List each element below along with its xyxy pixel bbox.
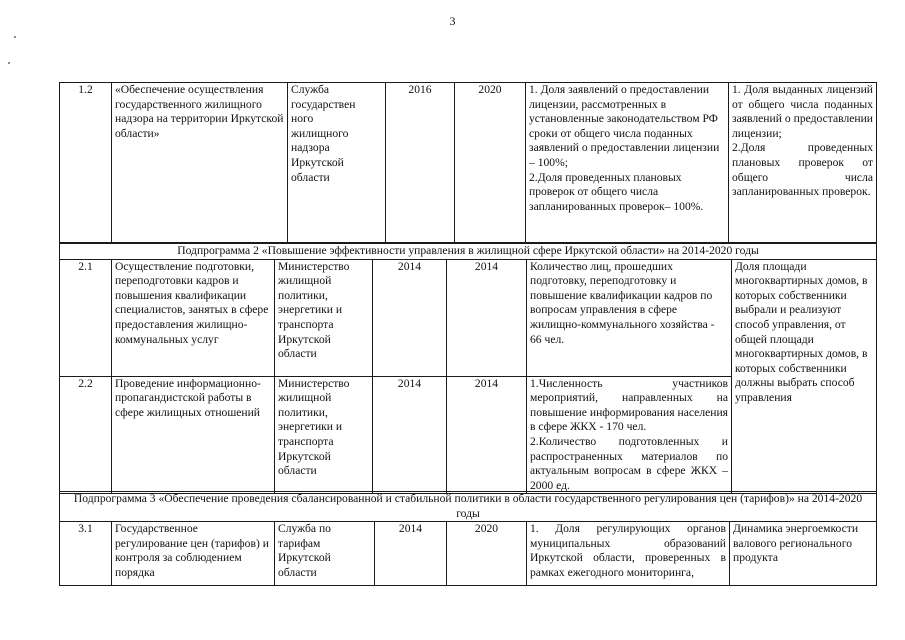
indicators: 1. Доля заявлений о предоставлении лицензии, рассмотренных в установленные законодательством РФ сроки от общего числа поданных заявлений о предоставлении лицензии – 100%; 2.Доля проведенных плановых проверок от общего числа запланированных проверок– 100%. <box>526 83 729 243</box>
row-number: 2.1 <box>60 259 112 376</box>
executor: Служба государствен ного жилищного надзора Иркутской области <box>288 83 386 243</box>
program-name: Осуществление подготовки, переподготовки кадров и повышения квалификации специалистов, занятых в сфере предоставления жилищно-коммунальных услуг <box>112 259 275 376</box>
table-row <box>60 522 877 586</box>
scan-artifact <box>14 36 16 38</box>
row-number: 2.2 <box>60 376 112 494</box>
goal-indicators: Динамика энергоемкости валового регионального продукта <box>730 522 877 586</box>
scan-artifact <box>8 62 10 64</box>
program-table-part2 <box>59 243 877 494</box>
start-year: 2014 <box>375 522 447 586</box>
end-year: 2014 <box>447 259 527 376</box>
indicators: 1. Доля регулирующих органов муниципальных образований Иркутской области, проверенных в рамках ежегодного мониторинга, <box>527 522 730 586</box>
end-year: 2020 <box>447 522 527 586</box>
table-row <box>60 83 877 243</box>
row-number: 1.2 <box>60 83 112 243</box>
start-year: 2016 <box>386 83 455 243</box>
subprogram-2-title: Подпрограмма 2 «Повышение эффективности управления в жилищной сфере Иркутской области» на 2014-2020 годы <box>60 244 877 260</box>
executor: Министерство жилищной политики, энергетики и транспорта Иркутской области <box>275 376 373 494</box>
executor: Служба по тарифам Иркутской области <box>275 522 375 586</box>
subprogram-3-title: Подпрограмма 3 «Обеспечение проведения сбалансированной и стабильной политики в области государственного регулирования цен (тарифов)» на 2014-2020 годы <box>60 492 877 522</box>
program-name: Проведение информационно-пропагандистской работы в сфере жилищных отношений <box>112 376 275 494</box>
goal-indicators: Доля площади многоквартирных домов, в которых собственники выбрали и реализуют способ управления, от общей площади многоквартирных домов, в которых собственники должны выбрать способ управления <box>732 259 877 494</box>
indicators: 1.Численность участников мероприятий, направленных на повышение информирования населения в сфере ЖКХ - 170 чел. 2.Количество подготовленных и распространенных материалов по актуальным вопросам в сфере ЖКХ – 2000 ед. <box>527 376 732 494</box>
subprogram-header-row <box>60 244 877 260</box>
program-table-part3 <box>59 491 877 586</box>
row-number: 3.1 <box>60 522 112 586</box>
end-year: 2020 <box>455 83 526 243</box>
table-row <box>60 259 877 376</box>
end-year: 2014 <box>447 376 527 494</box>
page-number: 3 <box>449 14 456 28</box>
subprogram-header-row <box>60 492 877 522</box>
indicators: Количество лиц, прошедших подготовку, переподготовку и повышение квалификации кадров по вопросам управления в сфере жилищно-коммунального хозяйства - 66 чел. <box>527 259 732 376</box>
program-name: Государственное регулирование цен (тарифов) и контроля за соблюдением порядка <box>112 522 275 586</box>
start-year: 2014 <box>373 376 447 494</box>
program-name: «Обеспечение осуществления государственного жилищного надзора на территории Иркутской области» <box>112 83 288 243</box>
program-table-part1 <box>59 82 877 243</box>
goal-indicators: 1. Доля выданных лицензий от общего числа поданных заявлений о предоставлении лицензии; 2.Доля проведенных плановых проверок от общего числа запланированных проверок. <box>729 83 877 243</box>
executor: Министерство жилищной политики, энергетики и транспорта Иркутской области <box>275 259 373 376</box>
start-year: 2014 <box>373 259 447 376</box>
